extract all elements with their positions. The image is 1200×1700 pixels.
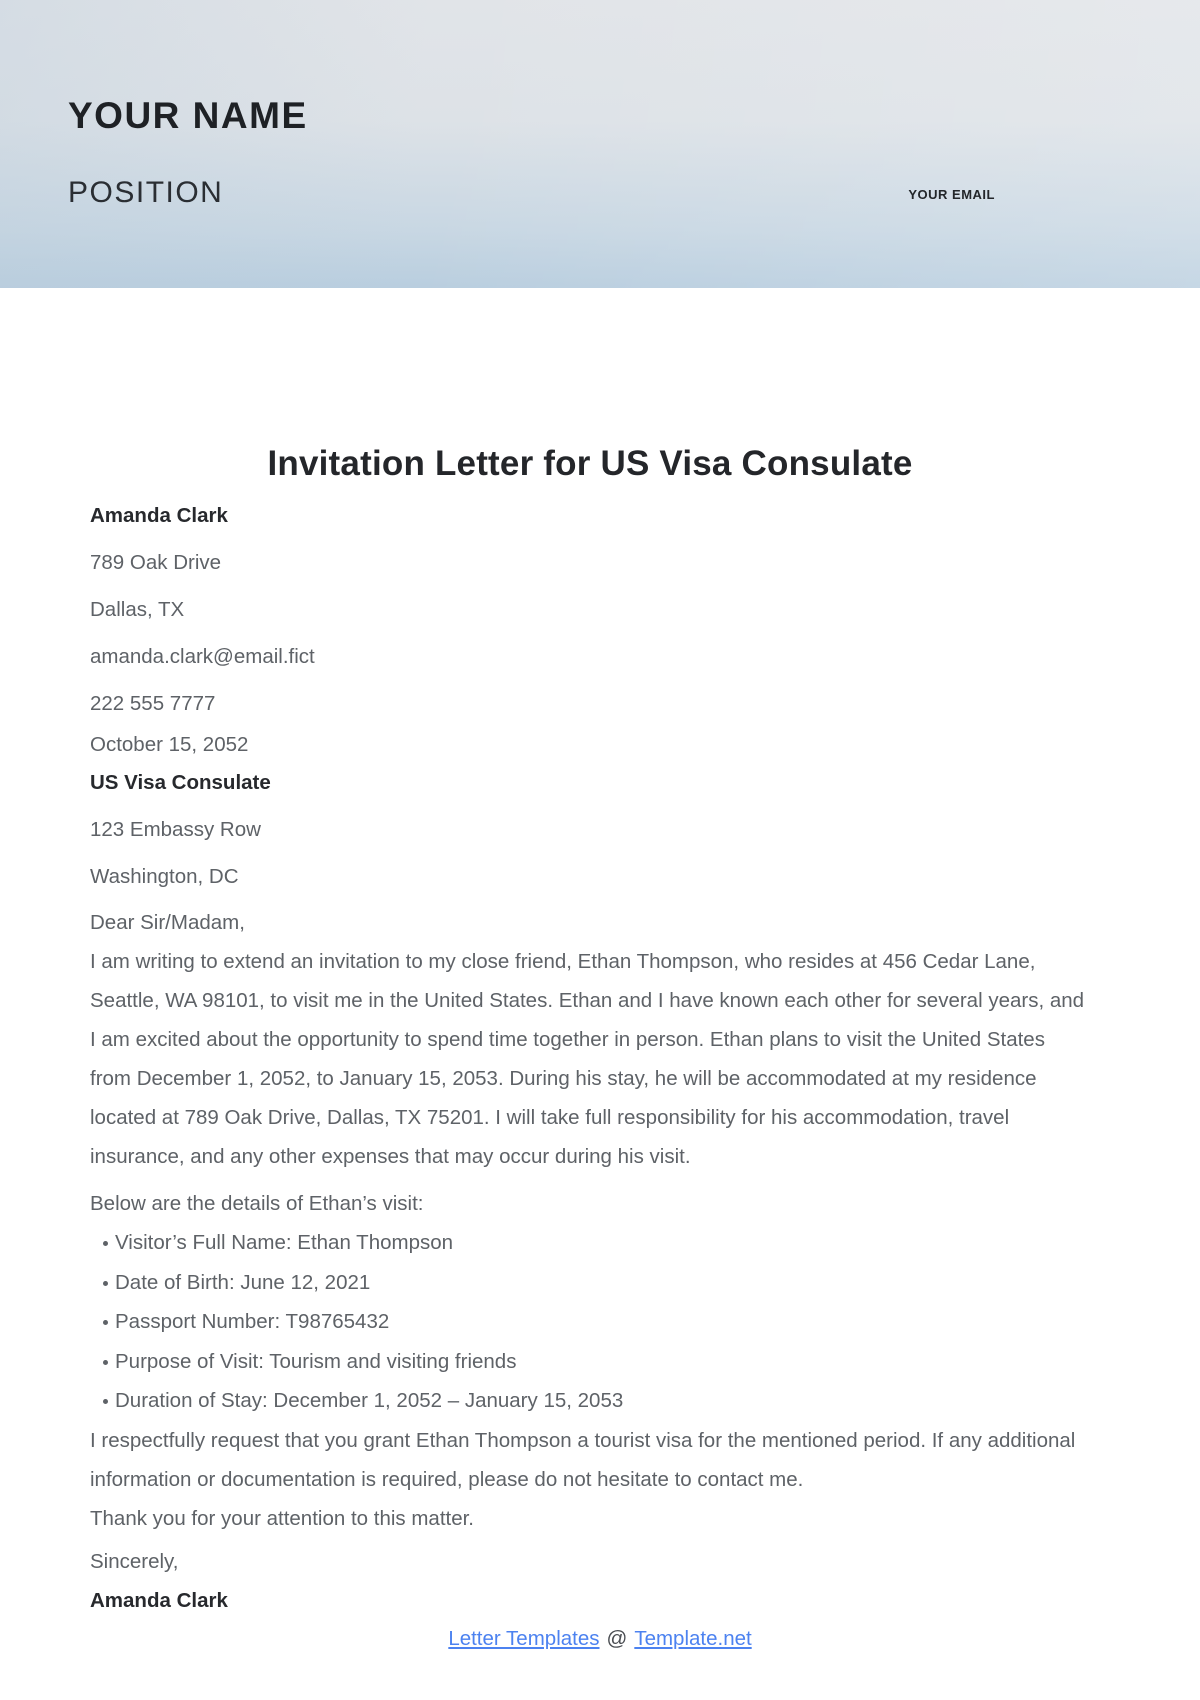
thanks-line: Thank you for your attention to this matter. <box>90 1506 475 1530</box>
recipient-address-line2: Washington, DC <box>90 865 239 888</box>
letterhead <box>0 0 1200 288</box>
sender-name: Amanda Clark <box>90 504 228 527</box>
detail-date-of-birth: Date of Birth: June 12, 2021 <box>90 1263 1090 1303</box>
detail-visitor-name: Visitor’s Full Name: Ethan Thompson <box>90 1223 1090 1263</box>
letter-content <box>0 444 1200 1620</box>
intro-paragraph: I am writing to extend an invitation to my close friend, Ethan Thompson, who resides at 456 Cedar Lane, Seattle, WA 98101, to visit me in the United States. Ethan and I have known each other for several years, and I am excited about the opportunity to spend time together in person. Ethan plans to visit the United States from December 1, 2052, to January 15, 2053. During his stay, he will be accommodated at my residence located at 789 Oak Drive, Dallas, TX 75201. I will take full responsibility for his accommodation, travel insurance, and any other expenses that may occur during his visit. <box>90 950 1085 1168</box>
signature-name: Amanda Clark <box>90 1588 228 1612</box>
recipient-address-line1: 123 Embassy Row <box>90 818 261 841</box>
details-intro: Below are the details of Ethan’s visit: <box>90 1192 424 1215</box>
valediction: Sincerely, <box>90 1549 179 1573</box>
letterhead-email: YOUR EMAIL <box>908 187 995 202</box>
sender-address-line1: 789 Oak Drive <box>90 551 222 574</box>
footer-separator: @ <box>606 1626 628 1650</box>
footer-attribution <box>0 1624 1200 1654</box>
letter-templates-link[interactable]: Letter Templates <box>448 1626 600 1650</box>
letterhead-name: YOUR NAME <box>68 95 308 136</box>
salutation: Dear Sir/Madam, <box>90 911 245 934</box>
sender-email: amanda.clark@email.fict <box>90 645 315 668</box>
sender-address-line2: Dallas, TX <box>90 598 185 621</box>
template-net-link[interactable]: Template.net <box>634 1626 752 1650</box>
detail-purpose-of-visit: Purpose of Visit: Tourism and visiting friends <box>90 1342 1090 1382</box>
recipient-name: US Visa Consulate <box>90 771 271 794</box>
sender-phone: 222 555 7777 <box>90 692 216 715</box>
letter-title: Invitation Letter for US Visa Consulate <box>267 444 913 483</box>
letterhead-position: POSITION <box>68 176 224 209</box>
detail-passport-number: Passport Number: T98765432 <box>90 1302 1090 1342</box>
visit-details-list <box>90 1223 1090 1421</box>
letter-date: October 15, 2052 <box>90 733 249 756</box>
detail-duration-of-stay: Duration of Stay: December 1, 2052 – January 15, 2053 <box>90 1381 1090 1421</box>
request-paragraph: I respectfully request that you grant Ethan Thompson a tourist visa for the mentioned period. If any additional information or documentation is required, please do not hesitate to contact me. <box>90 1428 1076 1491</box>
